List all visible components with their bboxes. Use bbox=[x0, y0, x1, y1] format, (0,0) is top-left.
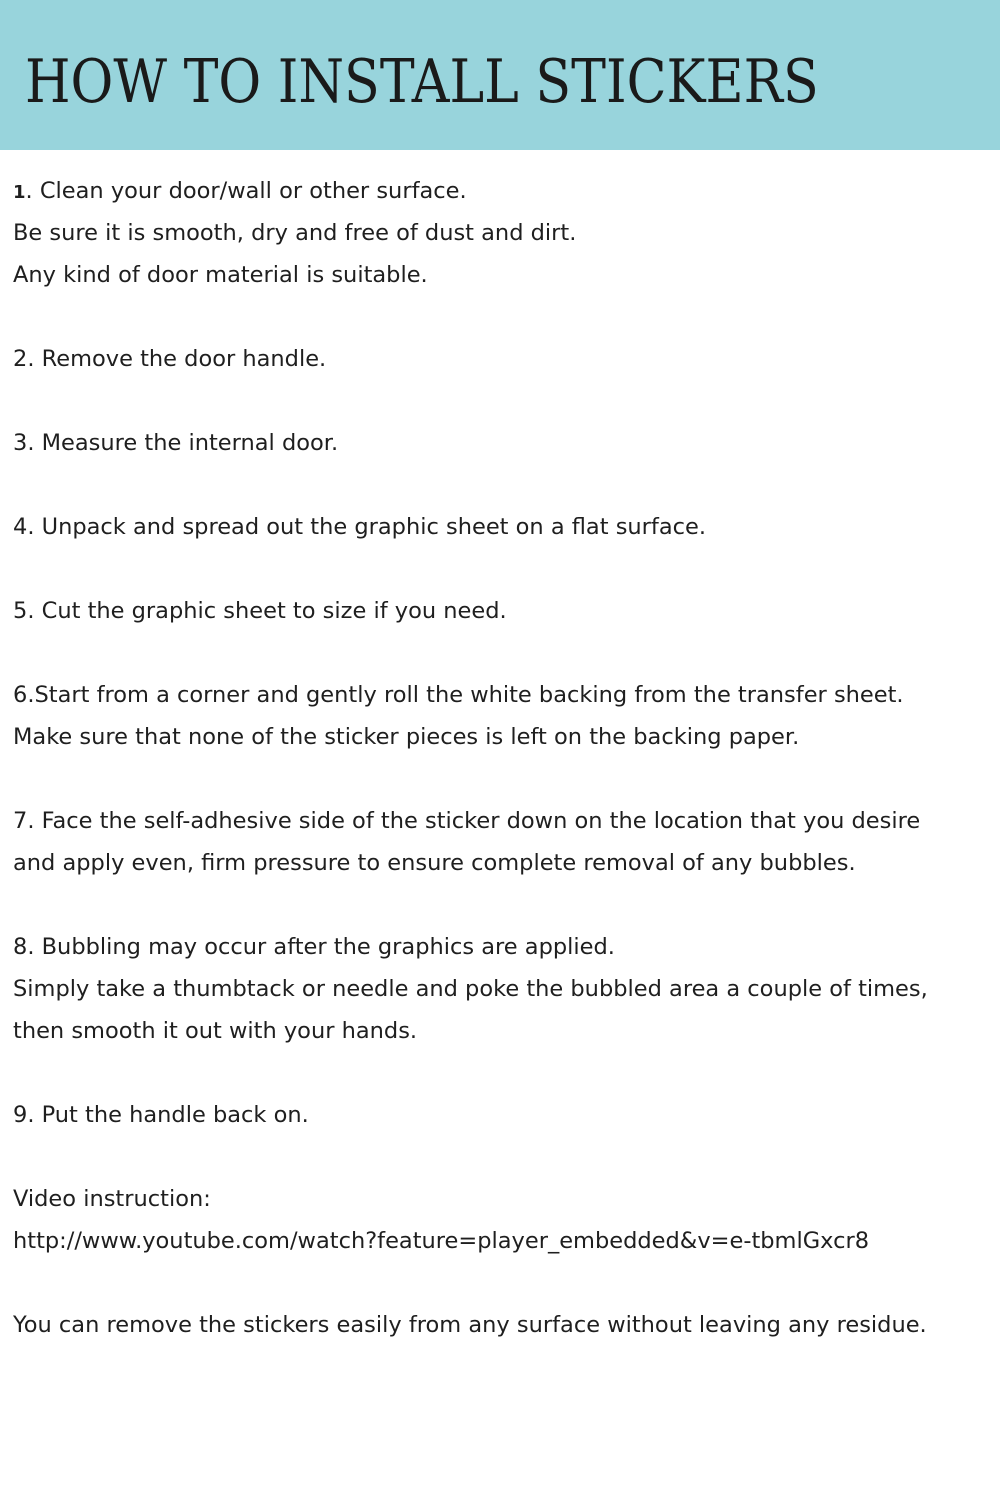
step-6-line-1: 6.Start from a corner and gently roll the white backing from the transfer sheet. bbox=[13, 682, 904, 708]
step-8-line-1: 8. Bubbling may occur after the graphics are applied. bbox=[13, 934, 615, 960]
spacer bbox=[13, 548, 1000, 590]
step-1-line-3: Any kind of door material is suitable. bbox=[13, 262, 428, 288]
step-7-line-2: and apply even, firm pressure to ensure complete removal of any bubbles. bbox=[13, 850, 856, 876]
spacer bbox=[13, 1052, 1000, 1094]
video-link[interactable]: http://www.youtube.com/watch?feature=player_embedded&v=e-tbmlGxcr8 bbox=[13, 1228, 870, 1254]
step-7-line-1: 7. Face the self-adhesive side of the sticker down on the location that you desire bbox=[13, 808, 921, 834]
step-9: 9. Put the handle back on. bbox=[13, 1102, 309, 1128]
step-4: 4. Unpack and spread out the graphic sheet on a flat surface. bbox=[13, 514, 706, 540]
spacer bbox=[13, 632, 1000, 674]
spacer bbox=[13, 464, 1000, 506]
footer-note: You can remove the stickers easily from any surface without leaving any residue. bbox=[13, 1312, 927, 1338]
page-title: HOW TO INSTALL STICKERS bbox=[25, 47, 819, 117]
spacer bbox=[13, 1136, 1000, 1178]
step-1-number: 1 bbox=[13, 182, 26, 203]
step-6-line-2: Make sure that none of the sticker pieces is left on the backing paper. bbox=[13, 724, 800, 750]
step-8-line-3: then smooth it out with your hands. bbox=[13, 1018, 418, 1044]
instructions bbox=[13, 170, 1000, 1346]
step-2: 2. Remove the door handle. bbox=[13, 346, 327, 372]
step-5: 5. Cut the graphic sheet to size if you need. bbox=[13, 598, 507, 624]
spacer bbox=[13, 1262, 1000, 1304]
spacer bbox=[13, 884, 1000, 926]
step-8-line-2: Simply take a thumbtack or needle and poke the bubbled area a couple of times, bbox=[13, 976, 928, 1002]
step-1-text: . Clean your door/wall or other surface. bbox=[25, 178, 467, 204]
step-1-line-1 bbox=[13, 170, 1000, 212]
step-3: 3. Measure the internal door. bbox=[13, 430, 339, 456]
spacer bbox=[13, 758, 1000, 800]
spacer bbox=[13, 380, 1000, 422]
step-1-line-2: Be sure it is smooth, dry and free of dust and dirt. bbox=[13, 220, 577, 246]
video-label: Video instruction: bbox=[13, 1186, 211, 1212]
spacer bbox=[13, 296, 1000, 338]
header-band bbox=[0, 0, 1000, 150]
